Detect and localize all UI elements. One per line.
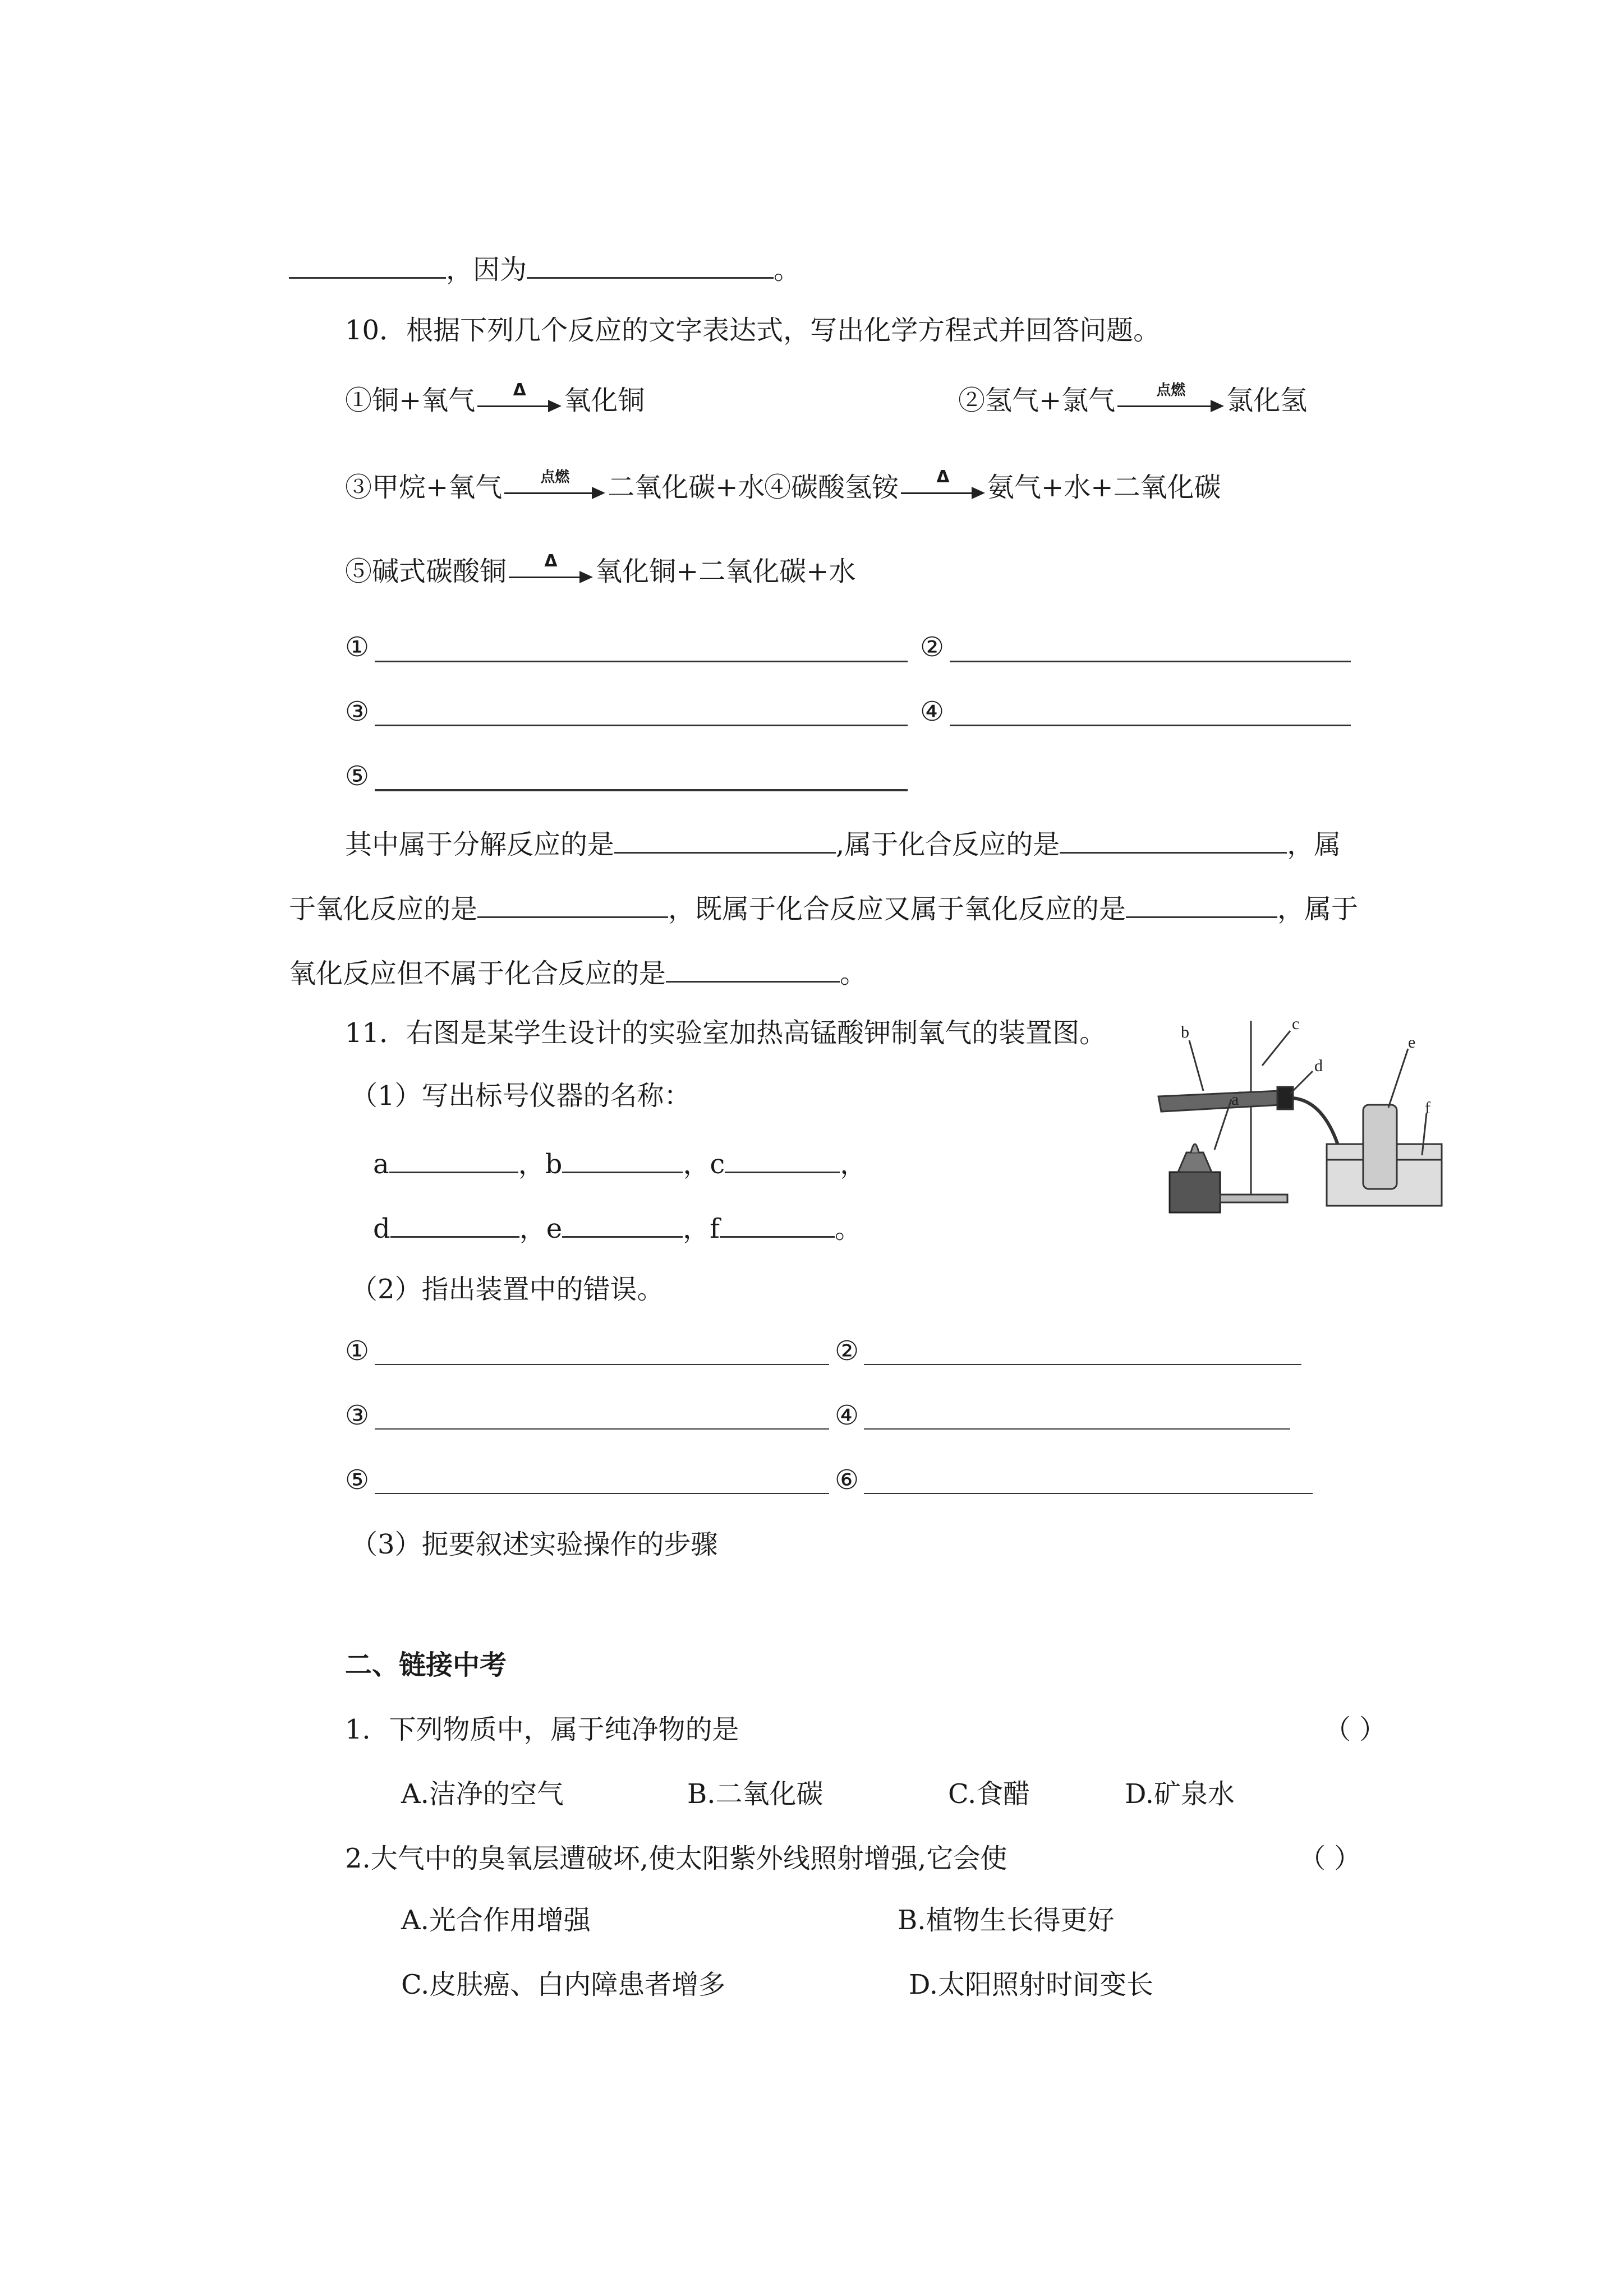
classify-text: ，属于 (1277, 893, 1359, 925)
reaction-5 (345, 551, 856, 588)
q11-sub2: （2）指出装置中的错误。 (351, 1274, 664, 1305)
answer-blank[interactable] (1060, 827, 1287, 854)
classify-line-3 (289, 956, 867, 987)
figure-label-d: d (1314, 1057, 1323, 1075)
reaction-condition: Δ (513, 380, 526, 400)
error-number-3: ③ (345, 1400, 370, 1431)
s2-q2-option-b[interactable]: B.植物生长得更好 (898, 1905, 1115, 1936)
label-text: ， (840, 1149, 867, 1180)
reaction-arrow-icon (477, 380, 562, 417)
answer-blank[interactable] (389, 1147, 518, 1173)
equation-number-5: ⑤ (345, 760, 370, 792)
label-text: ，e (519, 1213, 563, 1244)
reaction-number: ③ (345, 472, 372, 503)
reaction-3 (345, 468, 765, 504)
figure-label-f: f (1425, 1099, 1430, 1117)
figure-label-e: e (1408, 1033, 1416, 1052)
reaction-arrow-icon (901, 467, 985, 504)
reaction-reactants: 甲烷+氧气 (372, 472, 503, 503)
reaction-reactants: 氢气+氯气 (985, 385, 1116, 416)
reaction-2 (958, 381, 1308, 417)
equation-answer-line[interactable] (375, 789, 908, 791)
error-answer-line[interactable] (375, 1364, 829, 1365)
label-text: a (373, 1149, 389, 1180)
error-answer-line[interactable] (375, 1428, 829, 1430)
equation-number-4: ④ (920, 696, 945, 727)
answer-blank[interactable] (666, 956, 840, 983)
q11-labels-row-1 (373, 1147, 867, 1178)
error-number-2: ② (835, 1335, 859, 1367)
label-text: 。 (834, 1213, 862, 1244)
reaction-condition: Δ (936, 467, 950, 487)
answer-blank[interactable] (527, 252, 774, 279)
reaction-number: ④ (764, 472, 792, 503)
reaction-products: 氯化氢 (1226, 385, 1308, 416)
reaction-number: ⑤ (345, 556, 372, 587)
reaction-products: 氨气+水+二氧化碳 (987, 472, 1221, 503)
reaction-products: 氧化铜+二氧化碳+水 (595, 556, 856, 587)
classify-text: ，既属于化合反应又属于氧化反应的是 (668, 893, 1126, 925)
s2-q2-option-a[interactable]: A.光合作用增强 (401, 1905, 591, 1936)
answer-blank[interactable] (614, 827, 836, 854)
reaction-condition: Δ (544, 551, 558, 571)
error-answer-line[interactable] (864, 1364, 1301, 1365)
reaction-number: ② (958, 385, 986, 416)
s2-q2-option-d[interactable]: D.太阳照射时间变长 (909, 1969, 1154, 2000)
equation-number-2: ② (920, 631, 945, 663)
answer-blank[interactable] (725, 1147, 840, 1173)
classify-text: 氧化反应但不属于化合反应的是 (289, 958, 666, 989)
answer-blank[interactable] (562, 1211, 683, 1238)
reaction-reactants: 碱式碳酸铜 (372, 556, 507, 587)
classify-text: 。 (840, 958, 867, 989)
reaction-reactants: 铜+氧气 (372, 385, 476, 416)
answer-blank[interactable] (1126, 892, 1277, 918)
equation-number-3: ③ (345, 696, 370, 727)
reaction-number: ① (345, 385, 372, 416)
section-2-title: 二、链接中考 (345, 1649, 507, 1681)
s2-q1-option-c[interactable]: C.食醋 (948, 1778, 1030, 1810)
equation-answer-line[interactable] (950, 725, 1351, 726)
q11-labels-row-2 (373, 1211, 862, 1242)
s2-q1-option-d[interactable]: D.矿泉水 (1125, 1778, 1235, 1810)
error-number-4: ④ (835, 1400, 859, 1431)
classify-text: 其中属于分解反应的是 (345, 829, 615, 860)
equation-answer-line[interactable] (950, 661, 1351, 662)
reaction-arrow-icon (504, 468, 605, 504)
equation-number-1: ① (345, 631, 370, 663)
s2-q1-answer-paren[interactable]: （ ） (1324, 1714, 1387, 1745)
s2-q2-stem: 2.大气中的臭氧层遭破坏,使太阳紫外线照射增强,它会使 (345, 1843, 1007, 1874)
classify-text: ,属于化合反应的是 (836, 829, 1060, 860)
equation-answer-line[interactable] (375, 661, 908, 662)
s2-q2-answer-paren[interactable]: （ ） (1299, 1843, 1361, 1874)
figure-label-a: a (1231, 1090, 1239, 1109)
error-number-1: ① (345, 1335, 370, 1367)
reaction-4 (764, 467, 1221, 504)
figure-label-b: b (1181, 1023, 1189, 1041)
error-answer-line[interactable] (864, 1493, 1313, 1494)
answer-blank[interactable] (390, 1211, 519, 1238)
apparatus-diagram (1147, 1009, 1450, 1217)
reaction-1 (345, 380, 645, 417)
reaction-arrow-icon (509, 551, 593, 588)
reaction-condition: 点燃 (540, 468, 570, 486)
apparatus-figure (1147, 1009, 1450, 1217)
s2-q1-option-b[interactable]: B.二氧化碳 (687, 1778, 823, 1810)
error-number-6: ⑥ (835, 1464, 859, 1496)
answer-blank[interactable] (562, 1147, 683, 1173)
error-answer-line[interactable] (864, 1428, 1290, 1430)
classify-line-1 (345, 827, 1341, 858)
label-text: ，b (518, 1149, 563, 1180)
label-text: ，c (683, 1149, 725, 1180)
q11-sub1: （1）写出标号仪器的名称： (351, 1080, 691, 1112)
reaction-condition: 点燃 (1156, 381, 1186, 399)
q9-tail-line (289, 252, 801, 283)
s2-q2-option-c[interactable]: C.皮肤癌、白内障患者增多 (401, 1969, 726, 2000)
figure-label-c: c (1292, 1015, 1300, 1033)
q9-end-text: 。 (774, 254, 801, 285)
s2-q1-stem: 1．下列物质中，属于纯净物的是 (345, 1714, 739, 1745)
s2-q1-option-a[interactable]: A.洁净的空气 (401, 1778, 564, 1810)
q10-stem: 10．根据下列几个反应的文字表达式，写出化学方程式并回答问题。 (345, 315, 1161, 346)
error-answer-line[interactable] (375, 1493, 829, 1494)
classify-text: ，属 (1287, 829, 1341, 860)
classify-text: 于氧化反应的是 (289, 893, 478, 925)
answer-blank[interactable] (720, 1211, 835, 1238)
reaction-reactants: 碳酸氢铵 (791, 472, 899, 503)
q11-stem: 11．右图是某学生设计的实验室加热高锰酸钾制氧气的装置图。 (345, 1017, 1107, 1049)
reaction-products: 二氧化碳+水 (608, 472, 765, 503)
label-text: ，f (683, 1213, 720, 1244)
classify-line-2 (289, 892, 1358, 923)
q11-sub3: （3）扼要叙述实验操作的步骤 (351, 1529, 718, 1560)
answer-blank[interactable] (289, 252, 446, 279)
error-number-5: ⑤ (345, 1464, 370, 1496)
answer-blank[interactable] (477, 892, 668, 918)
q9-because-text: ，因为 (446, 254, 527, 285)
reaction-arrow-icon (1117, 381, 1224, 417)
equation-answer-line[interactable] (375, 725, 908, 726)
label-text: d (373, 1213, 390, 1244)
reaction-products: 氧化铜 (564, 385, 645, 416)
